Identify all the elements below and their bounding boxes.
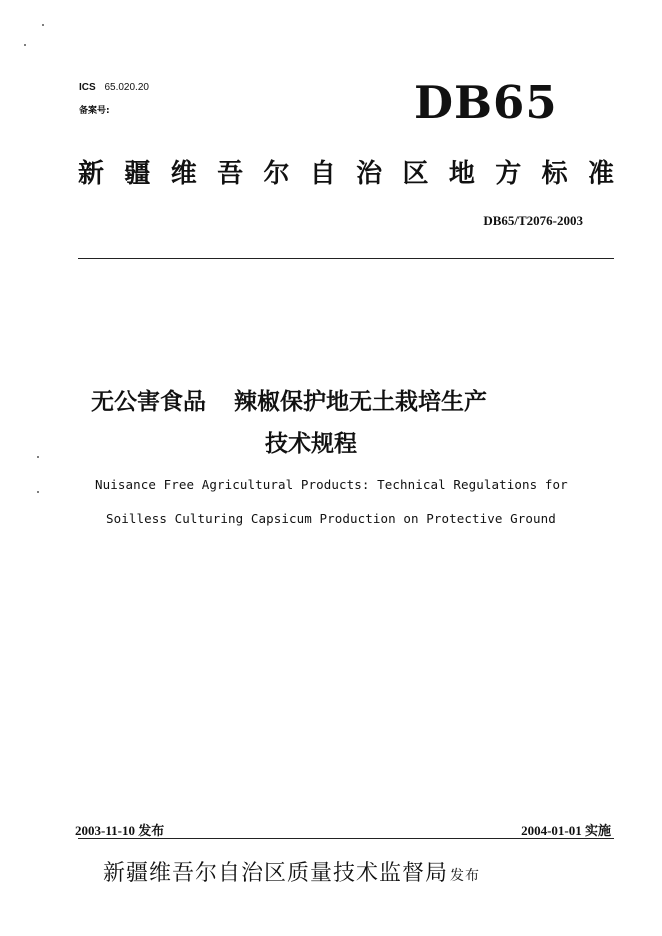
english-title-line-2: Soilless Culturing Capsicum Production on Protective Ground: [106, 511, 556, 526]
standard-number: DB65/T2076-2003: [483, 213, 583, 228]
standard-type-char: 准: [587, 159, 614, 189]
standard-type-heading: [78, 153, 614, 190]
standard-type-char: 尔: [263, 159, 290, 189]
top-divider: [78, 258, 614, 259]
ics-classification: [79, 82, 149, 93]
record-number-label: 备案号:: [79, 106, 110, 116]
implementation-date: 2004-01-01 实施: [521, 823, 611, 838]
ics-label: ICS: [79, 82, 96, 93]
issue-date: 2003-11-10 发布: [75, 823, 165, 838]
scan-speck: [37, 456, 39, 458]
chinese-title-subject: 辣椒保护地无土栽培生产: [234, 389, 487, 415]
standard-type-char: 疆: [124, 159, 151, 189]
standard-type-char: 吾: [217, 159, 244, 189]
scan-speck: [42, 24, 44, 26]
standard-type-char: 治: [356, 159, 383, 189]
standard-type-char: 区: [402, 159, 429, 189]
issuing-authority: [103, 856, 480, 887]
chinese-title-category: 无公害食品: [91, 389, 206, 415]
standard-type-char: 方: [495, 159, 522, 189]
standard-code: DB65: [414, 76, 558, 129]
chinese-title-line-2: 技术规程: [265, 431, 357, 457]
bottom-divider: [78, 838, 614, 839]
scan-speck: [24, 44, 26, 46]
issuer-name: 新疆维吾尔自治区质量技术监督局: [103, 861, 449, 886]
english-title-line-1: Nuisance Free Agricultural Products: Technical Regulations for: [95, 477, 568, 492]
ics-code: 65.020.20: [104, 82, 149, 93]
scan-speck: [37, 491, 39, 493]
standard-type-char: 地: [448, 159, 475, 189]
standard-type-char: 维: [170, 159, 197, 189]
chinese-title-line-1: [91, 383, 487, 416]
issuer-suffix: 发布: [450, 868, 481, 884]
standard-type-char: 自: [309, 159, 336, 189]
standard-type-char: 新: [78, 159, 105, 189]
standard-type-char: 标: [541, 159, 568, 189]
